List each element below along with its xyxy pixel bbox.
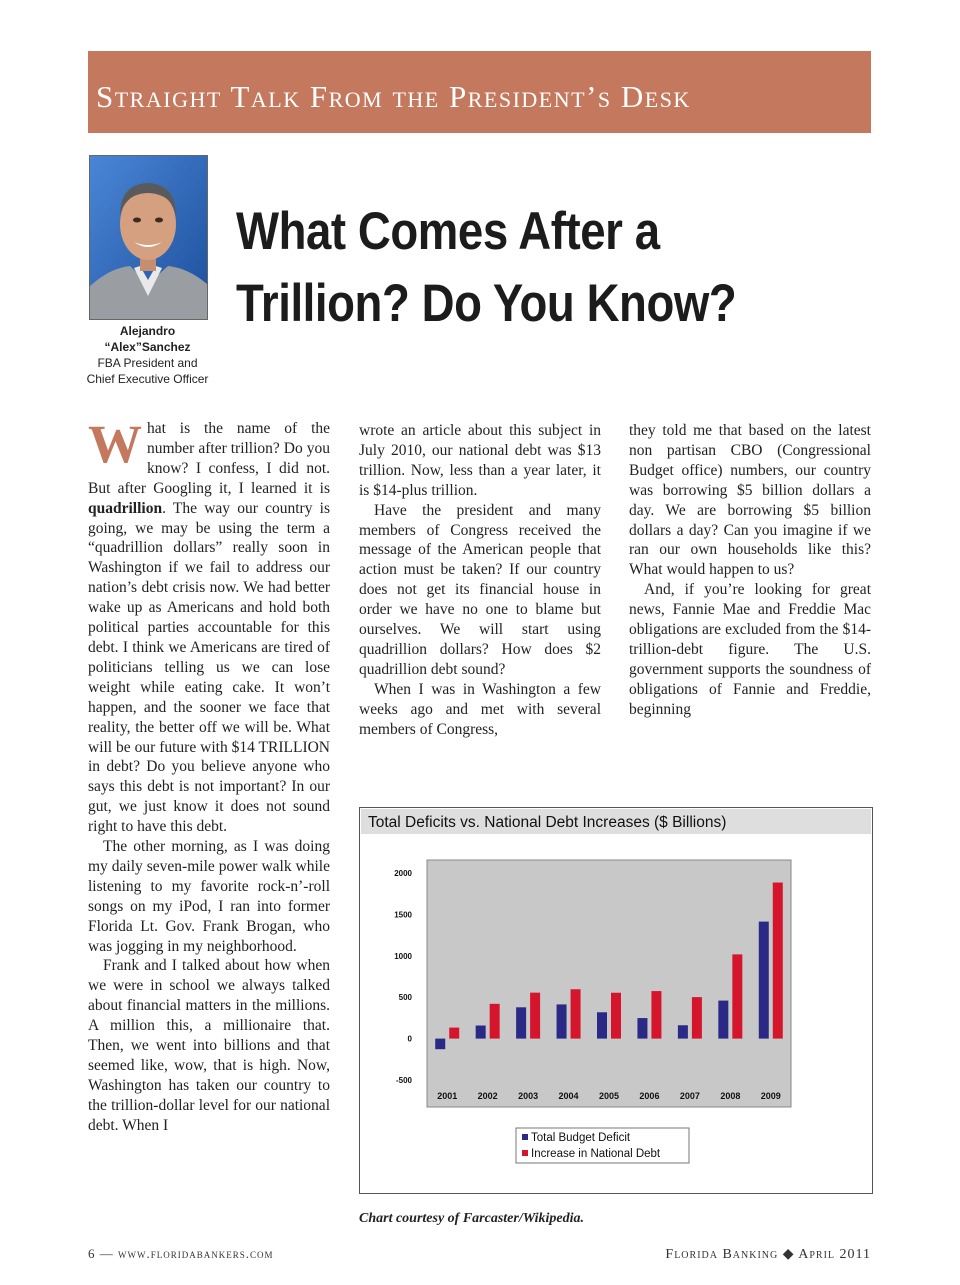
- author-first-name: Alejandro: [119, 324, 176, 338]
- chart-legend: [516, 1128, 689, 1163]
- deficit-debt-chart: [360, 808, 872, 1193]
- column2-paragraph1: wrote an article about this subject in July 2010, our national debt was $13 trillion. Now, less than a year later, it is $14-plus trillion.: [359, 422, 601, 499]
- author-role: [70, 355, 225, 387]
- article-column-3: [629, 421, 871, 720]
- article-column-2: [359, 421, 601, 740]
- bar-debt-increase-2009: [773, 883, 783, 1039]
- paragraph-text: hat is the name of the number after trillion? Do you know? I confess, I did not. But after Googling it, I learned it is: [88, 420, 330, 497]
- footer-page-url: 6 — www.floridabankers.com: [88, 1246, 274, 1261]
- legend-label-debt: Increase in National Debt: [531, 1148, 661, 1160]
- x-tick-label: 2004: [558, 1091, 579, 1101]
- bar-deficit-2007: [678, 1025, 688, 1038]
- x-tick-label: 2001: [437, 1091, 458, 1101]
- x-tick-label: 2008: [720, 1091, 741, 1101]
- y-tick-label: 0: [407, 1034, 412, 1044]
- author-role-line2: Chief Executive Officer: [86, 372, 209, 386]
- x-tick-label: 2009: [760, 1091, 781, 1101]
- y-tick-label: 1500: [394, 910, 412, 920]
- column1-paragraph1: [88, 414, 330, 837]
- bar-debt-increase-2006: [651, 991, 661, 1039]
- bar-deficit-2001: [435, 1039, 445, 1050]
- legend-swatch-debt: [522, 1150, 528, 1156]
- article-headline: [236, 196, 786, 340]
- bar-debt-increase-2007: [692, 997, 702, 1038]
- bar-debt-increase-2005: [611, 993, 621, 1039]
- bar-deficit-2003: [516, 1007, 526, 1038]
- x-tick-label: 2003: [518, 1091, 539, 1101]
- section-banner: [88, 51, 871, 133]
- bar-deficit-2009: [759, 922, 769, 1039]
- column3-paragraph1: they told me that based on the latest non partisan CBO (Congressional Budget office) numbers, our country was borrowing $5 billion dollars a day. We are borrowing $5 billion dollars a day? Can you imagine if we ran our own households like this? What would happen to us?: [629, 422, 871, 579]
- footer-publication: Florida Banking ◆ April 2011: [665, 1247, 871, 1262]
- author-name: [70, 323, 225, 355]
- x-tick-label: 2007: [679, 1091, 700, 1101]
- author-portrait-image: [90, 156, 207, 319]
- bar-debt-increase-2008: [732, 954, 742, 1038]
- article-column-1: [88, 414, 330, 1136]
- headline-line1: What Comes After a: [236, 202, 660, 261]
- column3-paragraph2: And, if you’re looking for great news, Fannie Mae and Freddie Mac obligations are excluded from the $14-trillion-debt figure. The U.S. government supports the soundness of obligations of Fannie and Freddie, beginning: [629, 581, 871, 718]
- bar-debt-increase-2004: [571, 989, 581, 1038]
- author-role-line1: FBA President and: [97, 356, 198, 370]
- column1-paragraph2: The other morning, as I was doing my daily seven-mile power walk while listening to my favorite rock-n’-roll songs on my iPod, I ran into former Florida Lt. Gov. Frank Brogan, who was jogging in my neighborhood.: [88, 838, 330, 955]
- x-tick-label: 2002: [477, 1091, 498, 1101]
- chart-title: Total Deficits vs. National Debt Increases ($ Billions): [368, 814, 727, 831]
- bar-deficit-2005: [597, 1012, 607, 1038]
- bar-deficit-2008: [718, 1001, 728, 1039]
- bar-debt-increase-2003: [530, 993, 540, 1039]
- y-tick-label: 500: [398, 993, 412, 1003]
- chart-caption: Chart courtesy of Farcaster/Wikipedia.: [359, 1211, 585, 1226]
- y-tick-label: 2000: [394, 869, 412, 878]
- chart-box: [359, 807, 873, 1194]
- bar-debt-increase-2002: [490, 1004, 500, 1039]
- x-tick-label: 2005: [598, 1091, 620, 1101]
- column1-paragraph3: Frank and I talked about how when we were in school we always talked about financial matters in the millions. A million this, a millionaire that. Then, we went into billions and that seemed like, wow, that is high. Now, Washington has taken our country to the trillion-dollar level for our national debt. When I: [88, 957, 330, 1134]
- headline-line2: Trillion? Do You Know?: [236, 274, 737, 333]
- bar-debt-increase-2001: [449, 1028, 459, 1039]
- bar-deficit-2002: [476, 1026, 486, 1039]
- legend-label-deficit: Total Budget Deficit: [531, 1132, 631, 1144]
- drop-cap: W: [88, 414, 142, 474]
- author-nickname: “Alex”Sanchez: [104, 340, 191, 354]
- bold-word: quadrillion: [88, 499, 163, 517]
- y-tick-label: -500: [395, 1076, 412, 1085]
- column2-paragraph2: Have the president and many members of Congress received the message of the American people that action must be taken? If our country does not get its financial house in order we have no one to blame but ourselves. We will start using quadrillion dollars? How does $2 quadrillion debt sound?: [359, 501, 601, 678]
- paragraph-text: . The way our country is going, we may be using the term a “quadrillion dollars” really soon in Washington if we fail to address our nation’s debt crisis now. We had better wake up as Americans and hold both political parties accountable for this debt. I think we Americans are tired of politicians telling us we can lose weight while eating cake. It won’t happen, and the sooner we face that reality, the better off we will be. What will be our future with $14 TRILLION in debt? Do you believe anyone who says this debt is not important? In our gut, we just know it does not sound right to have this debt.: [88, 499, 330, 836]
- bar-deficit-2004: [557, 1004, 567, 1038]
- bar-deficit-2006: [637, 1018, 647, 1039]
- x-tick-label: 2006: [639, 1091, 660, 1101]
- section-title: Straight Talk From the President’s Desk: [96, 79, 691, 114]
- y-tick-label: 1000: [394, 951, 412, 961]
- legend-swatch-deficit: [522, 1134, 528, 1140]
- column2-paragraph3: When I was in Washington a few weeks ago and met with several members of Congress,: [359, 680, 601, 738]
- author-photo: [89, 155, 208, 320]
